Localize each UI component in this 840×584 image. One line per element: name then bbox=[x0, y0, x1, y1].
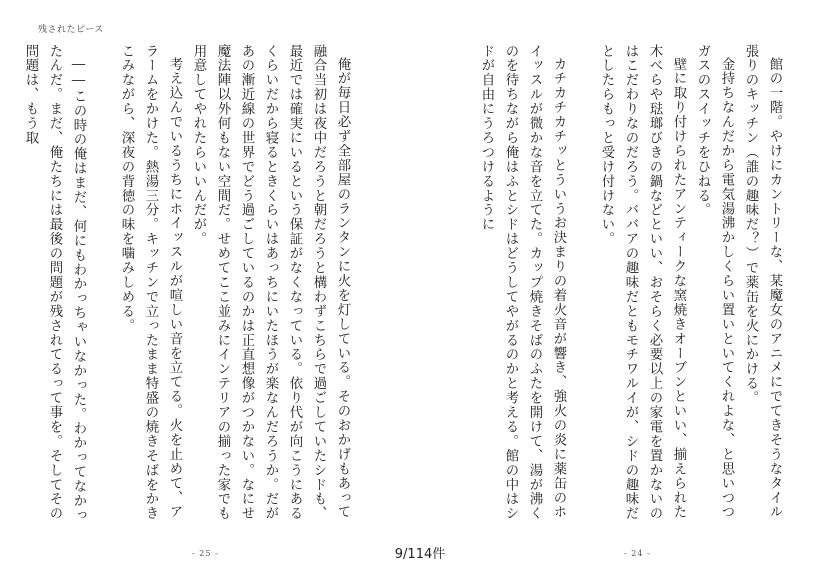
right-paragraph: 壁に取り付けられたアンティークな窯焼きオーブンといい、揃えられた木べらや琺瑯びきの鍋などといい、おそらく必要以上の家電を置かないのはこだわりなのだろう。ババアの趣味だともモチワルイが、シドの趣味だとしたらもっと受け付けない。 bbox=[599, 44, 686, 521]
right-page-number: - 24 - bbox=[624, 549, 651, 558]
right-paragraph: カチカチカチッとういうお決まりの着火音が響き、強火の炎に薬缶のホイッスルが微かな音を立てた。カップ焼きそばのふたを開けて、湯が沸くのを待ちながら俺はふとシドはどうしてやがるのかと考える。館の中はシドが自由にうろつけるように bbox=[479, 44, 566, 521]
left-paragraph: ――この時の俺はまだ、何にもわかっちゃいなかった。わかってなかったんだ。まだ、俺たちには最後の問題が残されてるって事を。そしてその問題は、もう取 bbox=[23, 44, 86, 523]
left-paragraph: 考え込んでいるうちにホイッスルが喧しい音を立てる。火を止めて、アラームをかけた。熱湯三分。キッチンで立ったまま特盛の焼きそばをかきこみながら、深夜の背徳の味を噛みしめる。 bbox=[119, 44, 182, 521]
running-header-title: 残されたピース bbox=[38, 25, 104, 35]
right-page-text bbox=[478, 44, 786, 534]
left-page bbox=[23, 44, 354, 534]
left-paragraph: 俺が毎日必ず全部屋のランタンに火を灯している。そのおかげもあって融合当初は夜中だろうと朝だろうと構わずこちらで過ごしていたシドも、最近では確実にいるという保証がなくなっている。依り代が向こうにあるくらいだから寝るときくらいはあっちにいたほうが楽なんだろうか。だがあの漸近線の世界でどう過ごしているのかは正直想像がつかない。なにせ魔法陣以外何もない空間だ。せめてここ並みにインテリアの揃った家でも用意してやれたらいいんだが。 bbox=[191, 44, 350, 521]
page-counter: 9/114件 bbox=[394, 547, 446, 562]
left-page-number: - 25 - bbox=[192, 549, 219, 558]
right-paragraph: 金持ちなんだから電気湯沸かしくらい置いといてくれよな、と思いつつガスのスイッチをひねる。 bbox=[695, 44, 734, 520]
left-blank-line bbox=[90, 44, 114, 534]
left-page-text bbox=[23, 44, 354, 534]
right-page bbox=[478, 44, 786, 534]
right-paragraph: 館の一階。やけにカントリーな、某魔女のアニメにでてきそうなタイル張りのキッチン（誰の趣味だ？）で薬缶を火にかける。 bbox=[743, 44, 782, 520]
right-blank-line bbox=[570, 44, 594, 534]
